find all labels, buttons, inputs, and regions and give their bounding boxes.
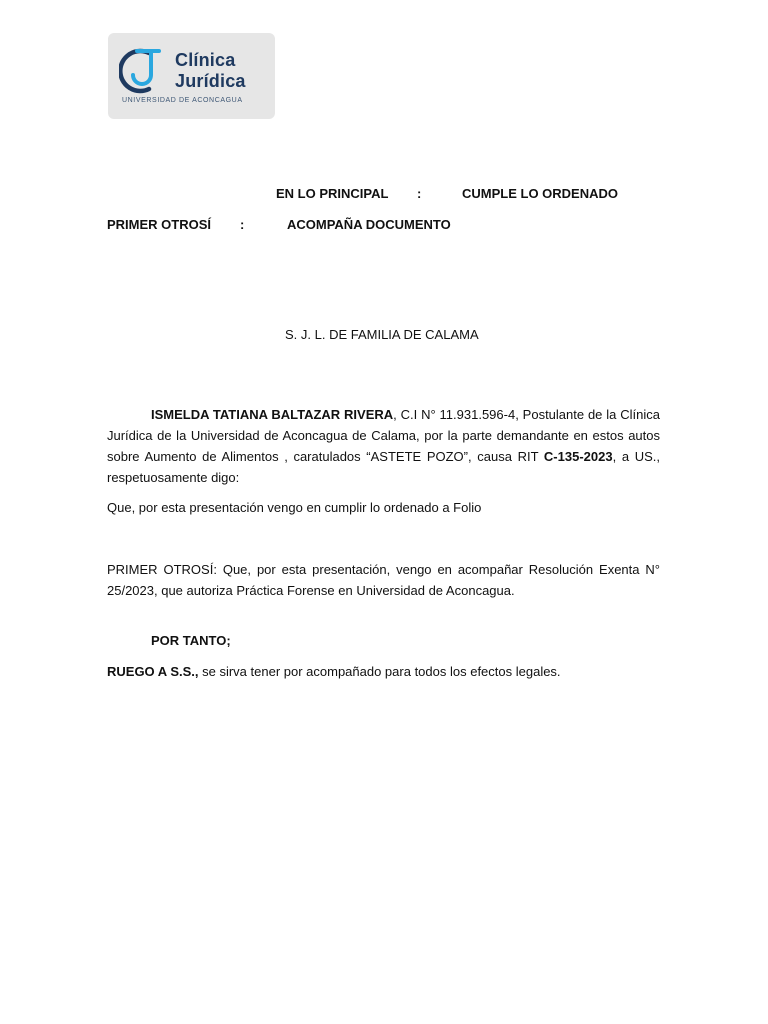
presentation-text-b: , a US., respetuosamente digo:: [107, 449, 660, 485]
paragraph-ruego: [107, 661, 660, 682]
logo-cj-icon: [119, 47, 171, 95]
ruego-label: RUEGO A S.S.,: [107, 664, 199, 679]
ruego-text: se sirva tener por acompañado para todos los efectos legales.: [198, 664, 561, 679]
otrosi-label: PRIMER OTROSÍ: [107, 217, 212, 232]
principal-value: CUMPLE LO ORDENADO: [462, 186, 618, 201]
otrosi-separator: :: [240, 217, 245, 232]
presentation-text-a: , C.I N° 11.931.596-4, Postulante de la Clínica Jurídica de la Universidad de Aconcagua de Calama, por la parte demandante en estos autos sobre Aumento de Alimentos , caratulados “ASTETE POZO”, causa RIT: [107, 407, 660, 464]
principal-label: EN LO PRINCIPAL: [276, 186, 389, 201]
principal-separator: :: [417, 186, 422, 201]
logo-text-juridica: Jurídica: [175, 71, 246, 91]
logo-text-university: UNIVERSIDAD DE ACONCAGUA: [122, 97, 243, 104]
clinica-juridica-logo: [108, 33, 275, 119]
court-heading: S. J. L. DE FAMILIA DE CALAMA: [285, 327, 479, 342]
paragraph-principal: Que, por esta presentación vengo en cumplir lo ordenado a Folio: [107, 500, 482, 515]
logo-text-clinica: Clínica: [175, 50, 236, 70]
paragraph-primer-otrosi: PRIMER OTROSÍ: Que, por esta presentación, vengo en acompañar Resolución Exenta N° 25/2023, que autoriza Práctica Forense en Universidad de Aconcagua.: [107, 562, 660, 598]
case-rit: C-135-2023: [543, 449, 613, 464]
por-tanto: POR TANTO;: [151, 633, 231, 648]
otrosi-value: ACOMPAÑA DOCUMENTO: [287, 217, 451, 232]
paragraph-presentation: [107, 404, 660, 488]
petitioner-name: ISMELDA TATIANA BALTAZAR RIVERA: [151, 407, 394, 422]
